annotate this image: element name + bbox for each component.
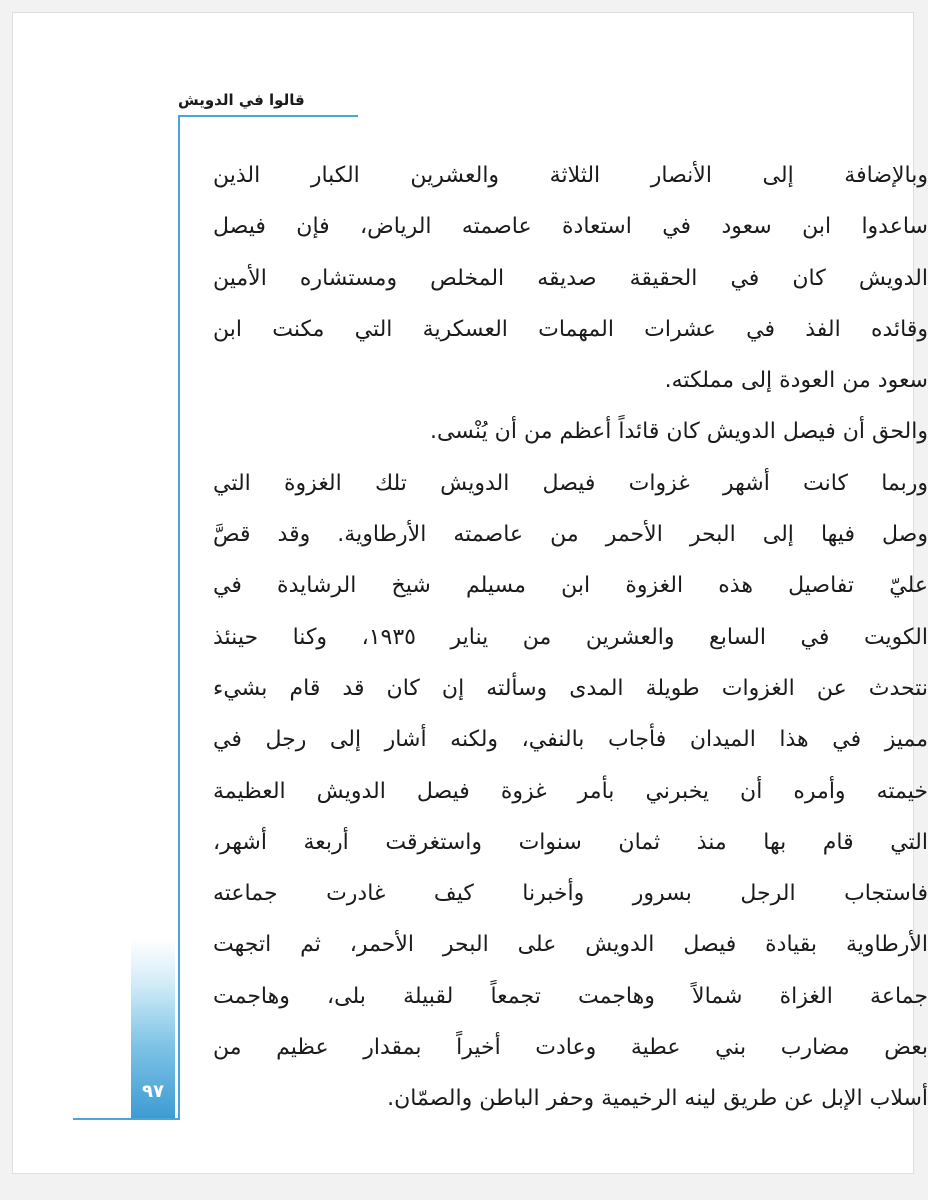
header-rule bbox=[178, 115, 358, 117]
text-line: جماعة الغزاة شمالاً وهاجمت تجمعاً لقبيلة بلى، وهاجمت bbox=[213, 983, 928, 1009]
footer-rule bbox=[73, 1118, 180, 1120]
text-line: الكويت في السابع والعشرين من يناير ١٩٣٥، وكنا حينئذ bbox=[213, 624, 928, 650]
text-line: والحق أن فيصل الدويش كان قائداً أعظم من أن يُنْسى. bbox=[429, 419, 928, 445]
text-line: وبالإضافة إلى الأنصار الثلاثة والعشرين الكبار الذين bbox=[213, 163, 928, 188]
text-line: وصل فيها إلى البحر الأحمر من عاصمته الأرطاوية. وقد قصَّ bbox=[213, 522, 928, 548]
text-line: نتحدث عن الغزوات طويلة المدى وسألته إن كان قد قام بشيء bbox=[213, 675, 928, 701]
text-line: وربما كانت أشهر غزوات فيصل الدويش تلك الغزوة التي bbox=[213, 470, 928, 496]
page-sheet bbox=[12, 12, 928, 1174]
text-line: خيمته وأمره أن يخبرني بأمر غزوة فيصل الدويش العظيمة bbox=[213, 778, 928, 804]
page-number: ٩٧ bbox=[142, 1081, 164, 1102]
text-line: بعض مضارب بني عطية وعادت أخيراً بمقدار عظيم من bbox=[213, 1035, 928, 1061]
text-line: سعود من العودة إلى مملكته. bbox=[664, 368, 928, 394]
body-text bbox=[213, 156, 928, 1131]
text-line: عليّ تفاصيل هذه الغزوة ابن مسيلم شيخ الرشايدة في bbox=[213, 573, 928, 599]
text-line: أسلاب الإبل عن طريق لينه الرخيمية وحفر الباطن والصمّان. bbox=[387, 1086, 928, 1112]
margin-rule bbox=[178, 115, 180, 1120]
text-line: مميز في هذا الميدان فأجاب بالنفي، ولكنه أشار إلى رجل في bbox=[213, 727, 928, 753]
text-line: الأرطاوية بقيادة فيصل الدويش على البحر الأحمر، ثم اتجهت bbox=[213, 932, 928, 958]
text-line: التي قام بها منذ ثمان سنوات واستغرقت أربعة أشهر، bbox=[213, 829, 928, 855]
text-line: فاستجاب الرجل بسرور وأخبرنا كيف غادرت جماعته bbox=[213, 881, 928, 907]
text-line: وقائده الفذ في عشرات المهمات العسكرية التي مكنت ابن bbox=[213, 316, 928, 342]
running-header: قالوا في الدويش bbox=[178, 91, 305, 109]
text-line: ساعدوا ابن سعود في استعادة عاصمته الرياض، فإن فيصل bbox=[213, 214, 928, 240]
text-line: الدويش كان في الحقيقة صديقه المخلص ومستشاره الأمين bbox=[213, 265, 928, 291]
